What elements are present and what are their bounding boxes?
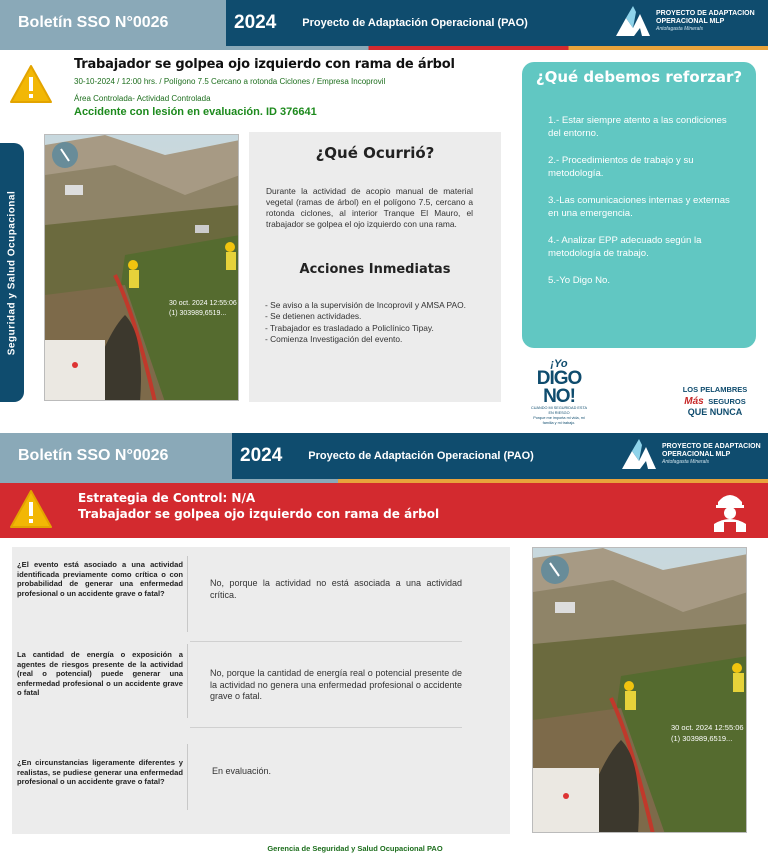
incident-photo-2 [532, 547, 747, 833]
control-strategy-band [0, 483, 768, 538]
logo-sub: Antofagasta Minerals [662, 459, 709, 465]
row-divider [190, 641, 462, 642]
action-item: - Trabajador es trasladado a Policlínico Tipay. [265, 322, 434, 333]
incident-photo [44, 134, 239, 401]
logo-sub: Antofagasta Minerals [656, 26, 703, 32]
warning-icon [9, 64, 53, 104]
incident-title: Trabajador se golpea ojo izquierdo con rama de árbol [74, 57, 455, 72]
bulletin-number-2: Boletín SSO N°0026 [18, 447, 169, 464]
logo-line-2: OPERACIONAL MLP [662, 451, 731, 458]
row-divider [190, 727, 462, 728]
what-happened-text: Durante la actividad de acopio manual de material vegetal (ramas de árbol) en el polígono 7.5, cercano a rotonda ciclones, al interior Tranque El Mauro, el trabajador se golpea el ojo izquierdo con una rama. [266, 186, 473, 229]
action-item: - Se detienen actividades. [265, 311, 362, 322]
footer-text: Gerencia de Seguridad y Salud Ocupacional PAO [267, 844, 443, 853]
header-year: 2024 [234, 12, 277, 33]
pelambres-line-1: LOS PELAMBRES [682, 385, 748, 394]
reinforce-item: 3.-Las comunicaciones internas y externas en una emergencia. [548, 195, 730, 219]
company-logo [616, 6, 755, 36]
bulletin-label [0, 0, 226, 46]
logo-line-1: PROYECTO DE ADAPTACION [662, 443, 761, 450]
photo-stamp-1: 30 oct. 2024 12:55:06 [169, 300, 237, 307]
photo-stamp-2: (1) 303989,6519... [169, 310, 227, 317]
question-2: La cantidad de energía o exposición a agentes de riesgos presente de la actividad (real o potencial) puede generar una enfermedad profesional o un accidente grave o fatal [17, 650, 183, 698]
answer-1: No, porque la actividad no está asociada a una actividad crítica. [210, 578, 462, 600]
header-bar [226, 0, 768, 46]
reinforce-item: 5.-Yo Digo No. [548, 275, 611, 286]
incident-status: Accidente con lesión en evaluación. ID 376641 [74, 106, 317, 118]
what-happened-heading: ¿Qué Ocurrió? [315, 144, 435, 162]
reinforce-item: 2.- Procedimientos de trabajo y su metodología. [548, 155, 694, 179]
question-3: ¿En circunstancias ligeramente diferentes y realistas, se pudiese generar una enfermedad profesional o un accidente grave o fatal? [17, 758, 183, 787]
photo-2-stamp-1: 30 oct. 2024 12:55:06 [671, 723, 744, 732]
digo-no-small-1: CUANDO MI SEGURIDAD ESTA EN RIESGO [530, 406, 588, 415]
column-divider [187, 644, 188, 718]
question-1: ¿El evento está asociado a una actividad identificada previamente como crítica o con probabilidad de generar una enfermedad profesional o un accidente grave o fatal? [17, 560, 183, 598]
company-logo-2 [622, 439, 761, 469]
mlp-logo-icon [622, 439, 656, 469]
color-stripe [0, 46, 768, 50]
reinforce-heading: ¿Qué debemos reforzar? [535, 68, 743, 86]
header-bar-2 [232, 433, 768, 479]
photo-2-stamp-2: (1) 303989,6519... [671, 734, 733, 743]
header-project: Proyecto de Adaptación Operacional (PAO) [302, 17, 528, 29]
header-year-2: 2024 [240, 445, 283, 466]
column-divider [187, 744, 188, 810]
column-divider [187, 556, 188, 632]
worker-icon [710, 488, 750, 537]
reinforce-item: 1.- Estar siempre atento a las condiciones del entorno. [548, 115, 727, 139]
reinforce-panel [522, 62, 756, 348]
incident-area: Área Controlada- Actividad Controlada [74, 94, 211, 103]
logo-line-2: OPERACIONAL MLP [656, 18, 725, 25]
pelambres-mas: Más [684, 396, 704, 407]
mlp-logo-icon [616, 6, 650, 36]
answer-2: No, porque la cantidad de energía real o potencial presente de la actividad no genera una enfermedad profesional o accidente grave o fatal. [210, 668, 462, 701]
side-tab-label: Seguridad y Salud Ocupacional [6, 190, 18, 355]
warning-icon [9, 489, 53, 529]
logo-line-1: PROYECTO DE ADAPTACION [656, 10, 755, 17]
pelambres-line-3: QUE NUNCA [687, 407, 743, 417]
control-strategy-title: Estrategia de Control: N/A [78, 491, 256, 505]
actions-heading: Acciones Inmediatas [299, 262, 451, 277]
incident-meta: 30-10-2024 / 12:00 hrs. / Polígono 7.5 Cercano a rotonda Ciclones / Empresa Incoprovil [74, 77, 386, 86]
pelambres-seguros: SEGUROS [708, 397, 746, 406]
side-tab [0, 143, 24, 402]
action-item: - Se aviso a la supervisión de Incoprovil y AMSA PAO. [265, 300, 466, 310]
control-strategy-subtitle: Trabajador se golpea ojo izquierdo con rama de árbol [78, 507, 440, 521]
pelambres-logo [676, 385, 754, 417]
reinforce-item: 4.- Analizar EPP adecuado según la metodología de trabajo. [548, 235, 702, 259]
what-happened-panel [249, 132, 501, 402]
bulletin-label-2 [0, 433, 232, 479]
answer-3: En evaluación. [212, 766, 272, 776]
digo-no-small-2: Porque me importa mi vida, mi familia y mi trabajo. [533, 416, 585, 425]
actions-list [265, 300, 495, 346]
yo-text: ¡Yo [550, 358, 568, 370]
header-project-2: Proyecto de Adaptación Operacional (PAO) [308, 450, 534, 462]
bulletin-number: Boletín SSO N°0026 [18, 14, 169, 31]
yo-digo-no-logo [528, 358, 590, 426]
digo-no-text: DIGO NO! [536, 368, 582, 407]
action-item: - Comienza Investigación del evento. [265, 334, 403, 345]
